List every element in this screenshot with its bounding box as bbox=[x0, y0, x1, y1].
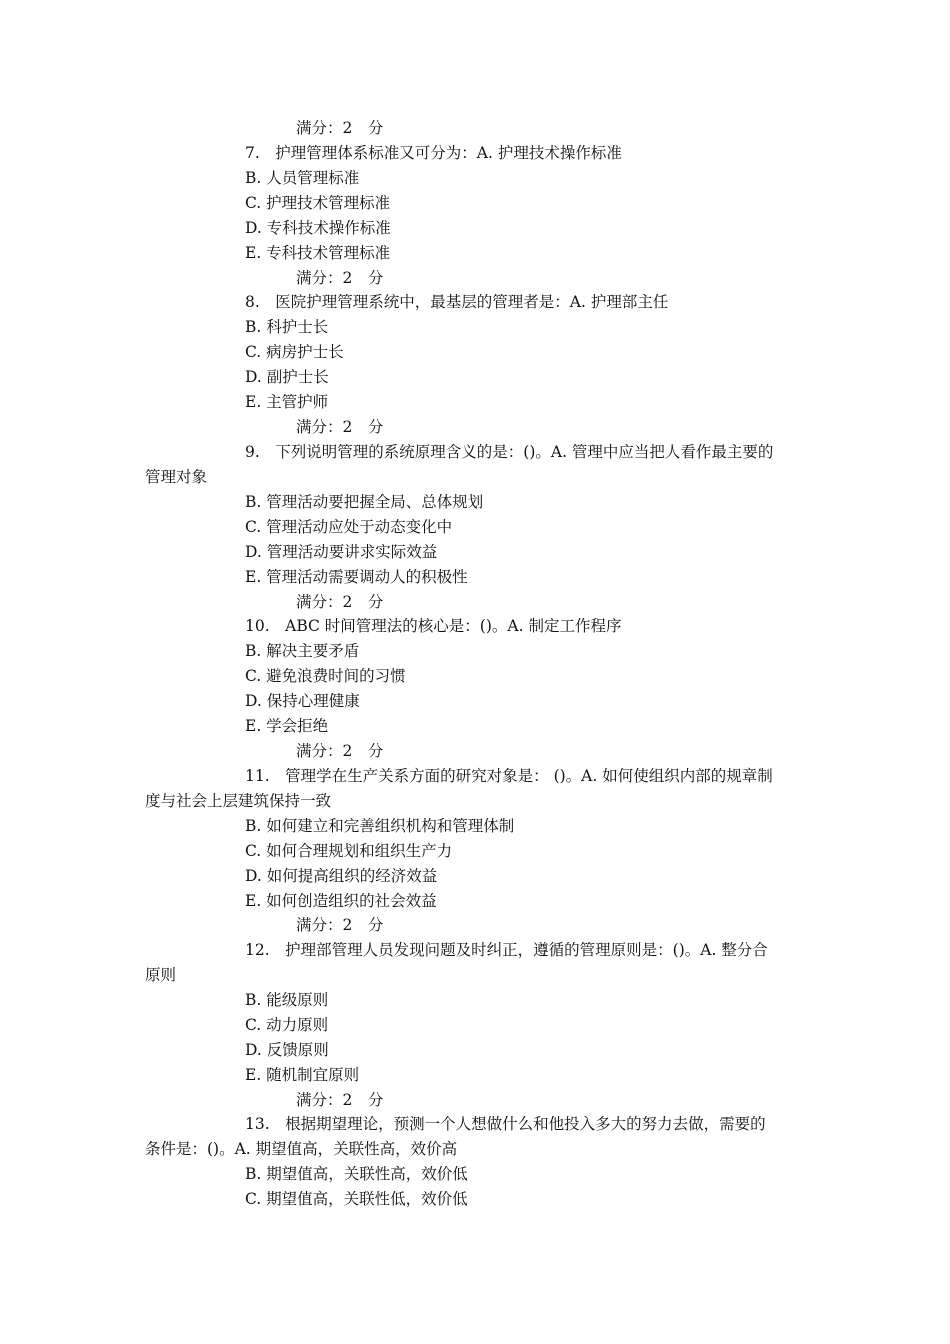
question-8-stem: 8. 医院护理管理系统中，最基层的管理者是：A. 护理部主任 bbox=[245, 293, 669, 311]
question-13-option-c: C. 期望值高，关联性低，效价低 bbox=[245, 1190, 468, 1208]
question-12-option-e: E. 随机制宜原则 bbox=[245, 1066, 360, 1084]
question-9-stem: 9. 下列说明管理的系统原理含义的是：()。A. 管理中应当把人看作最主要的 bbox=[245, 443, 774, 461]
question-9-option-b: B. 管理活动要把握全局、总体规划 bbox=[245, 493, 484, 511]
question-7-stem: 7. 护理管理体系标准又可分为：A. 护理技术操作标准 bbox=[245, 144, 622, 162]
question-9-stem-continued: 管理对象 bbox=[145, 468, 208, 486]
question-11-stem-continued: 度与社会上层建筑保持一致 bbox=[145, 792, 332, 810]
question-8-option-b: B. 科护士长 bbox=[245, 318, 329, 336]
question-11-option-d: D. 如何提高组织的经济效益 bbox=[245, 867, 438, 885]
question-8-score: 满分：2 分 bbox=[296, 418, 384, 436]
question-12-option-c: C. 动力原则 bbox=[245, 1016, 329, 1034]
question-9-option-e: E. 管理活动需要调动人的积极性 bbox=[245, 568, 468, 586]
question-8-option-d: D. 副护士长 bbox=[245, 368, 329, 386]
question-9-option-d: D. 管理活动要讲求实际效益 bbox=[245, 543, 438, 561]
question-12-score: 满分：2 分 bbox=[296, 1091, 384, 1109]
question-12-stem-continued: 原则 bbox=[145, 966, 177, 984]
question-13-stem-continued: 条件是：()。A. 期望值高，关联性高，效价高 bbox=[145, 1140, 458, 1158]
question-8-option-e: E. 主管护师 bbox=[245, 393, 329, 411]
question-11-stem: 11. 管理学在生产关系方面的研究对象是： ()。A. 如何使组织内部的规章制 bbox=[245, 767, 773, 785]
question-7-option-d: D. 专科技术操作标准 bbox=[245, 219, 391, 237]
question-7-option-b: B. 人员管理标准 bbox=[245, 169, 360, 187]
question-10-option-e: E. 学会拒绝 bbox=[245, 717, 329, 735]
question-9-option-c: C. 管理活动应处于动态变化中 bbox=[245, 518, 453, 536]
question-8-option-c: C. 病房护士长 bbox=[245, 343, 344, 361]
question-12-option-d: D. 反馈原则 bbox=[245, 1041, 329, 1059]
question-11-option-e: E. 如何创造组织的社会效益 bbox=[245, 892, 437, 910]
question-10-option-c: C. 避免浪费时间的习惯 bbox=[245, 667, 406, 685]
question-7-option-e: E. 专科技术管理标准 bbox=[245, 244, 391, 262]
question-7-score: 满分：2 分 bbox=[296, 269, 384, 287]
question-12-option-b: B. 能级原则 bbox=[245, 991, 329, 1009]
question-11-score: 满分：2 分 bbox=[296, 916, 384, 934]
question-13-stem: 13. 根据期望理论，预测一个人想做什么和他投入多大的努力去做，需要的 bbox=[245, 1115, 766, 1133]
question-13-option-b: B. 期望值高，关联性高，效价低 bbox=[245, 1165, 468, 1183]
question-11-option-b: B. 如何建立和完善组织机构和管理体制 bbox=[245, 817, 515, 835]
question-9-score: 满分：2 分 bbox=[296, 593, 384, 611]
question-10-option-d: D. 保持心理健康 bbox=[245, 692, 360, 710]
question-7-option-c: C. 护理技术管理标准 bbox=[245, 194, 391, 212]
question-10-option-b: B. 解决主要矛盾 bbox=[245, 642, 360, 660]
score-line: 满分：2 分 bbox=[296, 119, 384, 137]
question-10-stem: 10. ABC 时间管理法的核心是：()。A. 制定工作程序 bbox=[245, 617, 622, 635]
question-12-stem: 12. 护理部管理人员发现问题及时纠正，遵循的管理原则是：()。A. 整分合 bbox=[245, 941, 768, 959]
question-11-option-c: C. 如何合理规划和组织生产力 bbox=[245, 842, 453, 860]
question-10-score: 满分：2 分 bbox=[296, 742, 384, 760]
